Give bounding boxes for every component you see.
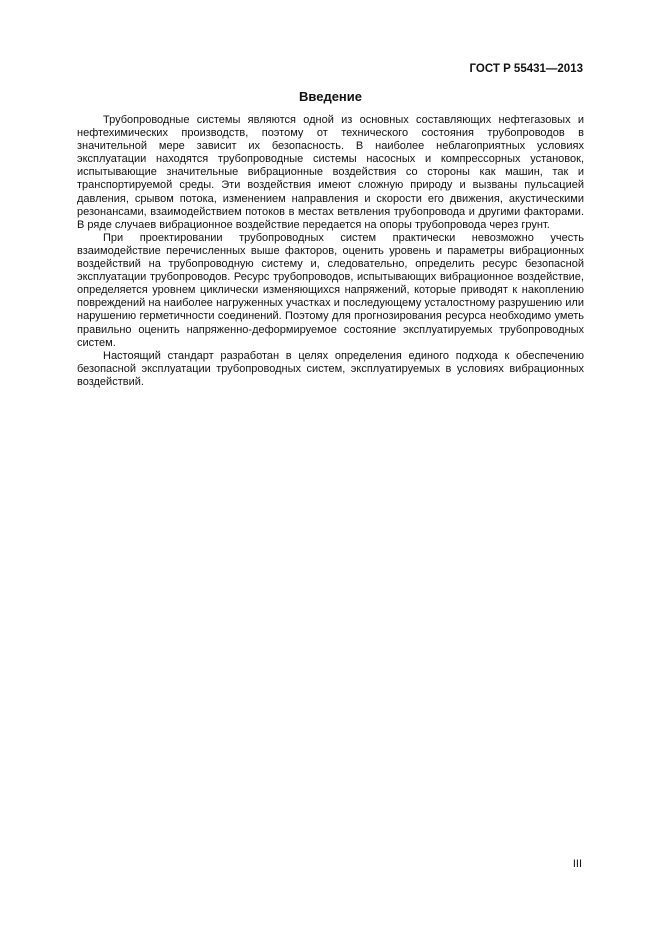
section-title: Введение [299, 89, 362, 104]
paragraph: Трубопроводные системы являются одной из основных составляющих нефтегазовых и нефтехимических производств, поэтому от технического состояния трубопроводов в значительной мере зависит их безопасность. В наиболее неблагоприятных условиях эксплуатации находятся трубопроводные системы насосных и компрессорных установок, испытывающие значительные вибрационные воздействия со стороны как машин, так и транспортируемой среды. Эти воздействия имеют сложную природу и вызваны пульсацией давления, срывом потока, изменением направления и скорости его движения, акустическими резонансами, взаимодействием потоков в местах ветвления трубопровода и другими факторами. В ряде случаев вибрационное воздействие передается на опоры трубопровода через грунт. [77, 114, 584, 231]
page-number: III [572, 858, 582, 870]
paragraph: При проектировании трубопроводных систем практически невозможно учесть взаимодействие перечисленных выше факторов, оценить уровень и параметры вибрационных воздействий на трубопроводную систему и, следовательно, определить ресурс безопасной эксплуатации трубопроводов. Ресурс трубопроводов, испытывающих вибрационное воздействие, определяется уровнем циклически изменяющихся напряжений, которые приводят к накоплению повреждений на наиболее нагруженных участках и последующему усталостному разрушению или нарушению герметичности соединений. Поэтому для прогнозирования ресурса необходимо уметь правильно оценить напряженно-деформируемое состояние эксплуатируемых трубопроводных систем. [77, 231, 584, 349]
document-code: ГОСТ Р 55431—2013 [469, 63, 583, 75]
paragraph: Настоящий стандарт разработан в целях определения единого подхода к обеспечению безопасной эксплуатации трубопроводных систем, эксплуатируемых в условиях вибрационных воздействий. [77, 349, 584, 388]
section-body [77, 114, 584, 389]
